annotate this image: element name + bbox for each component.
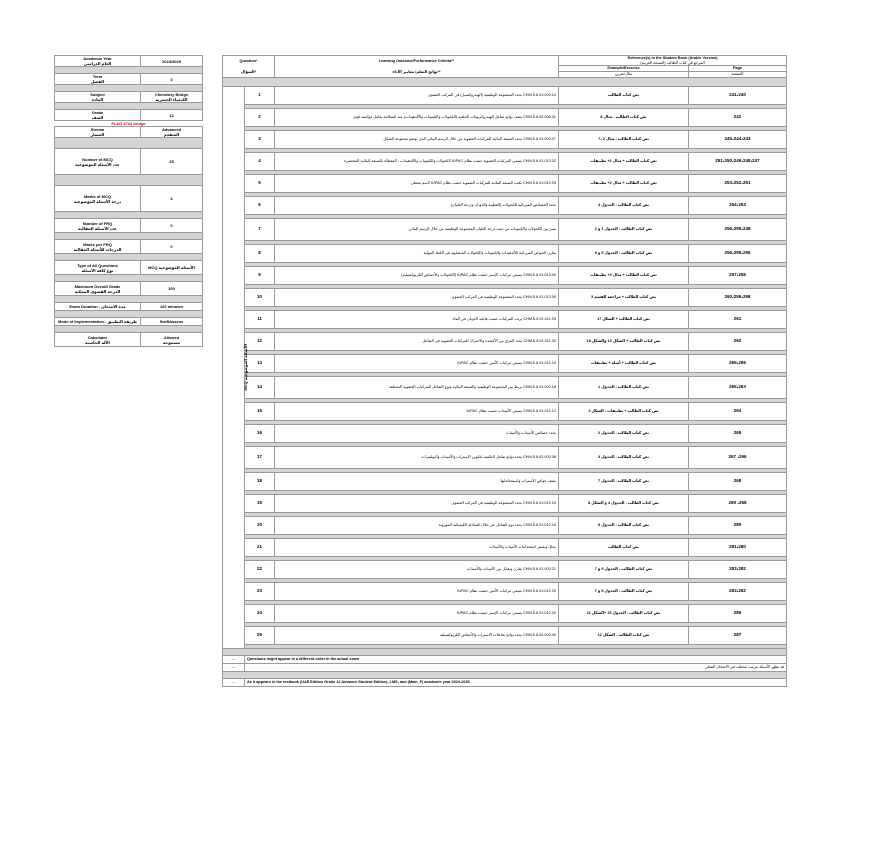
question-number: 21	[245, 539, 275, 557]
reference-example: نص كتاب الطالب + مراجعة القسم 3	[559, 289, 689, 307]
reference-example: نص كتاب الطالب - الجدول 5 و 7	[559, 583, 689, 601]
stream-value: Advanced	[161, 127, 182, 132]
reference-example: نص كتاب الطالب - الجدول 4	[559, 197, 689, 215]
exam-info-table	[54, 55, 203, 347]
learning-outcome: يقارن الخواص الفيزيائية للألدهيدات والكيتونات والكحولات المتشابهة في الكتلة المولية	[275, 245, 559, 263]
table-row	[223, 87, 787, 105]
stream-value-ar: المتقدم	[163, 132, 180, 137]
table-row	[223, 311, 787, 329]
info-row-marks-frq	[55, 240, 203, 254]
reference-page: 256،255،248	[689, 219, 787, 241]
info-divider	[55, 103, 203, 110]
row-separator	[223, 649, 787, 656]
reference-header: Reference(s) in the Student Book (Arabic Version)	[627, 56, 718, 60]
footer-row-source	[223, 679, 787, 687]
reference-example: نص كتاب الطالب - الجدول 5	[559, 517, 689, 535]
footer-row-order-ar	[223, 664, 787, 672]
question-header: Question*	[239, 59, 258, 63]
table-row	[223, 605, 787, 623]
term-label: Term	[92, 74, 103, 79]
reference-page: 283،282	[689, 583, 787, 601]
question-number: 20	[245, 517, 275, 535]
question-number: 15	[245, 403, 275, 421]
reference-page: 262	[689, 333, 787, 351]
learning-outcome: يحدد الخصائص الفيزيائية للكحولات (القطبية والذوبان ودرجة الغليان)	[275, 197, 559, 215]
mode-label: Mode of Implementation - طريقة التطبيق	[55, 318, 141, 326]
reference-example: نص كتاب الطالب - الجدول 5 و 7	[559, 561, 689, 579]
info-divider	[55, 254, 203, 261]
reference-page: 287	[689, 627, 787, 645]
learning-outcome: CHM.5.6.01.003.07 يحدد الصيغة البنائية للمركبات العضوية من خلال الرسم البياني الذي يوضح مجموعة الشكل	[275, 131, 559, 149]
calculator-value: Allowed	[163, 334, 180, 340]
info-divider	[55, 296, 203, 303]
reference-page: 251،250،249،248،247	[689, 153, 787, 171]
learning-outcome: CHM.5.6.01.013.09 يسمي مركبات الإستر حسب نظام IUPAC (الكحولات والأحماض الكربوكسيلية)	[275, 267, 559, 285]
footer-dash: --	[223, 664, 245, 672]
table-row	[223, 289, 787, 307]
outcomes-header-ar: نواتج التعلم/ معايير الأداء**	[392, 69, 441, 74]
table-row	[223, 561, 787, 579]
learning-outcome: يحلل ويفسر استخدامات الأمينات والأميدات	[275, 539, 559, 557]
page-header: Page	[689, 66, 787, 72]
reference-example: نص كتاب الطالب + الشكل 13 والشكل 18	[559, 333, 689, 351]
info-divider	[55, 67, 203, 74]
question-number: 25	[245, 627, 275, 645]
learning-outcome: CHM.5.6.01.012.15 يحدد المجموعة الوظيفية في المركب العضوي	[275, 495, 559, 513]
subject-label-ar: المادة	[91, 97, 104, 102]
section-label-cell	[223, 87, 249, 649]
table-row	[223, 495, 787, 513]
table-row	[223, 447, 787, 469]
table-row	[223, 425, 787, 443]
question-number: 23	[245, 583, 275, 601]
learning-outcome: CHM.5.6.01.011.02 يحدد الفرق بين الأكسدة والاختزال للمركبات العضوية في التفاعل	[275, 333, 559, 351]
row-separator	[223, 672, 787, 679]
marks-frq-label: Marks per FRQ	[83, 241, 112, 247]
reference-page: 283،282	[689, 561, 787, 579]
calculator-label: Calculator	[87, 334, 108, 340]
table-row	[223, 245, 787, 263]
question-number: 2	[245, 109, 275, 127]
reference-page: 253،252،251	[689, 175, 787, 193]
reference-example: نص كتاب الطالب - الجدول 1 و 2	[559, 219, 689, 241]
learning-outcome: CHM.5.6.01.012.20 يسمي مركبات الأمين حسب نظام IUPAC	[275, 583, 559, 601]
term-value: 3	[141, 74, 203, 85]
reference-example: نص كتاب الطالب + أمثلة + تطبيقات	[559, 355, 689, 373]
info-row-academic-year	[55, 56, 203, 67]
table-row	[223, 131, 787, 149]
question-number: 22	[245, 561, 275, 579]
academic-year-label-ar: العام الدراسي	[83, 61, 112, 66]
flag-label: FLAG 4724 bridge	[111, 121, 146, 126]
row-separator	[223, 78, 787, 87]
question-number: 11	[245, 311, 275, 329]
info-row-duration	[55, 303, 203, 311]
reference-page: 256،255،256	[689, 245, 787, 263]
question-number: 24	[245, 605, 275, 623]
reference-page: 265،266	[689, 355, 787, 373]
mode-value: SwiftAssess	[141, 318, 203, 326]
question-number: 3	[245, 131, 275, 149]
question-number: 18	[245, 473, 275, 491]
info-row-type-questions	[55, 261, 203, 275]
question-number: 9	[245, 267, 275, 285]
example-header-ar: مثال/تمرين	[559, 72, 689, 78]
question-number: 4	[245, 153, 275, 171]
learning-outcome: CHM.5.6.01.012.16 يحدد نوع التفاعل من خلال المعادلة الكيميائية الموزونة	[275, 517, 559, 535]
info-divider	[55, 233, 203, 240]
learning-outcome: CHM.5.6.01.012.20 يسمي مركبات الإستر حسب نظام IUPAC	[275, 605, 559, 623]
grade-label: Grade	[91, 110, 104, 115]
question-number: 5	[245, 175, 275, 193]
marks-mcq-value: 4	[141, 186, 203, 212]
num-mcq-label-ar: عدد الأسئلة الموضوعية	[75, 161, 120, 167]
info-row-stream	[55, 127, 203, 138]
reference-page: 265	[689, 425, 787, 443]
info-divider	[55, 275, 203, 282]
info-divider	[55, 326, 203, 333]
learning-outcome: CHM.5.6.01.012.03 يكتب الصيغة البنائية للمركبات العضوية حسب نظام IUPAC لاسم معطى	[275, 175, 559, 193]
question-number: 6	[245, 197, 275, 215]
table-row	[223, 333, 787, 351]
grade-label-ar: الصف	[91, 115, 104, 120]
reference-page: 264	[689, 403, 787, 421]
max-grade-label: Maximum Overall Grade	[74, 283, 121, 289]
learning-outcome: CHM.5.6.01.003.14 يحدد المجموعة الوظيفية (الهيدروكسيل) في المركب العضوي	[275, 87, 559, 105]
table-row	[223, 197, 787, 215]
table-row	[223, 517, 787, 535]
info-row-max-grade	[55, 282, 203, 296]
type-questions-label-ar: نوع كافة الأسئلة	[81, 267, 114, 273]
learning-outcome: CHM.5.6.01.013.09 يحدد المجموعة الوظيفية في المركب العضوي	[275, 289, 559, 307]
question-number: 10	[245, 289, 275, 307]
reference-header-ar: المرجع في كتاب الطالب (النسخة العربية)	[640, 60, 705, 65]
footer-note: قد تظهر الأسئلة بترتيب مختلف في الامتحان الفعلي	[245, 664, 787, 672]
table-row	[223, 219, 787, 241]
num-frq-value: 0	[141, 219, 203, 233]
footer-dash: --	[223, 656, 245, 664]
question-number: 14	[245, 377, 275, 399]
question-header-ar: السؤال*	[240, 69, 257, 74]
reference-example: نص كتاب الطالب + الشكل 17	[559, 311, 689, 329]
table-row	[223, 627, 787, 645]
num-frq-label: Number of FRQ	[82, 220, 113, 226]
reference-page: 261	[689, 311, 787, 329]
table-row	[223, 403, 787, 421]
table-row	[223, 109, 787, 127]
num-mcq-value: 25	[141, 149, 203, 175]
specification-table	[222, 55, 787, 687]
learning-outcome: CHM.5.6.01.012.02 يسمي المركبات العضوية حسب نظام IUPAC الكحولات والكيتونات والألدهيدات - المعطاة بالصيغة البنائية المختصرة	[275, 153, 559, 171]
info-row-grade	[55, 110, 203, 121]
learning-outcome: CHM.5.6.02.003.38 يحدد نواتج تفاعل التكثيف لتكوين الإسترات والأميدات والبوليمرات	[275, 447, 559, 469]
learning-outcome: CHM.5.6.01.012.10 يسمي مركبات الأمين حسب نظام IUPAC	[275, 355, 559, 373]
reference-example: نص كتاب الطالب - الجدول 4 و الشكل 8	[559, 495, 689, 513]
grade-value: 12	[141, 110, 203, 121]
outcomes-header: Learning Outcome/Performance Criteria**	[378, 59, 455, 63]
marks-mcq-label: Marks of MCQ	[84, 193, 111, 199]
reference-example: نص كتاب الطالب + مثال 1+ تطبيقات	[559, 153, 689, 171]
table-row	[223, 153, 787, 171]
max-grade-label-ar: الدرجة القصوى الممكنة	[74, 288, 121, 294]
reference-page: 280	[689, 517, 787, 535]
info-row-marks-mcq	[55, 186, 203, 212]
info-divider	[55, 85, 203, 92]
table-row	[223, 539, 787, 557]
table-row	[223, 267, 787, 285]
reference-page: 268	[689, 473, 787, 491]
reference-example: نص كتاب الطالب - الشكل 12	[559, 627, 689, 645]
info-row-num-frq	[55, 219, 203, 233]
info-row-calculator	[55, 333, 203, 347]
footer-dash: --	[223, 679, 245, 687]
reference-example: نص كتاب الطالب	[559, 87, 689, 105]
info-row-subject	[55, 92, 203, 103]
reference-example: نص كتاب الطالب + مثال 2+ تطبيقات	[559, 175, 689, 193]
max-grade-value: 100	[141, 282, 203, 296]
question-number: 19	[245, 495, 275, 513]
info-divider	[55, 175, 203, 186]
reference-example: نص كتاب الطالب + تطبيقات - الشكل 3	[559, 403, 689, 421]
footer-row-order	[223, 656, 787, 664]
calculator-label-ar: الآلة الحاسبة	[85, 339, 110, 345]
learning-outcome: يصف خواص الأسترات واستخداماتها	[275, 473, 559, 491]
learning-outcome: CHM.5.6.01.002.18 يربط بين المجموعة الوظيفية والصيغة البنائية ونوع التفاعل للمركبات العضوية المختلفة	[275, 377, 559, 399]
duration-value: 120 minutes	[141, 303, 203, 311]
table-row	[223, 377, 787, 399]
academic-year-label: Academic Year	[83, 56, 112, 61]
subject-value-ar: الكيمياء الجسرية	[155, 97, 188, 102]
reference-page: 245،244،243	[689, 131, 787, 149]
reference-page: 257،256	[689, 267, 787, 285]
info-row-num-mcq	[55, 149, 203, 175]
reference-page: 267 ،266	[689, 447, 787, 469]
reference-example: نص كتاب الطالب - الجدول 5 و 6	[559, 245, 689, 263]
duration-label: Exam Duration - مدة الامتحان	[55, 303, 141, 311]
table-row	[223, 583, 787, 601]
question-number: 17	[245, 447, 275, 469]
marks-frq-label-ar: الدرجات للأسئلة المقالية	[73, 246, 122, 252]
section-label: MCQ الأسئلة الموضوعية	[243, 344, 249, 392]
info-row-term	[55, 74, 203, 85]
marks-mcq-label-ar: درجة الأسئلة الموضوعية	[73, 198, 122, 204]
info-row-mode	[55, 318, 203, 326]
subject-label: Subject	[90, 92, 105, 97]
reference-page: 281،280	[689, 539, 787, 557]
question-number: 12	[245, 333, 275, 351]
reference-example: نص كتاب الطالب - الجدول 1	[559, 377, 689, 399]
stream-label: Stream	[90, 127, 105, 132]
question-number: 7	[245, 219, 275, 241]
info-divider	[55, 138, 203, 149]
type-questions-label: Type of All Questions	[77, 262, 118, 268]
term-label-ar: الفصل	[90, 79, 105, 84]
table-row	[223, 355, 787, 373]
learning-outcome: CHM.5.6.02.003.30 يحدد نواتج تفاعلات الاسترات والأحماض الكربوكسيلية	[275, 627, 559, 645]
academic-year-value: 2024/2025	[141, 56, 203, 67]
reference-example: نص كتاب الطالب - مثال 8	[559, 109, 689, 127]
reference-example: نص كتاب الطالب + مثال 3+ تطبيقات	[559, 267, 689, 285]
reference-page: 242	[689, 109, 787, 127]
header-row	[223, 56, 787, 66]
reference-page: 260،259،258	[689, 289, 787, 307]
subject-value: Chemistry Bridge	[154, 92, 189, 97]
page-header-ar: الصفحة	[689, 72, 787, 78]
reference-page: 241،240	[689, 87, 787, 105]
reference-example: نص كتاب الطالب - الجدول 15 +الشكل 11	[559, 605, 689, 623]
table-row	[223, 473, 787, 491]
reference-page: 265،263	[689, 377, 787, 399]
question-number: 13	[245, 355, 275, 373]
table-row	[223, 175, 787, 193]
learning-outcome: يحدد خصائص الأميدات والأمينات	[275, 425, 559, 443]
reference-page: 254،253	[689, 197, 787, 215]
marks-frq-value: 0	[141, 240, 203, 254]
learning-outcome: يميز بين الكحولات والكيتونات من حيث درجة الغليان للمجموعة الوظيفية من خلال الرسم البياني	[275, 219, 559, 241]
calculator-value-ar: مسموحة	[162, 339, 181, 345]
stream-label-ar: المسار	[90, 132, 105, 137]
question-number: 16	[245, 425, 275, 443]
info-divider	[55, 311, 203, 318]
learning-outcome: CHM.5.6.01.011.03 يرتب المركبات حسب قابلية الذوبان في الماء	[275, 311, 559, 329]
question-number: 1	[245, 87, 275, 105]
footer-note: As it appears in the textbook (UAE Edition Grade 12 Advance Student Edition), LMS, and (Main_F) academic year 2024-2025	[245, 679, 787, 687]
learning-outcome: CHM.5.6.01.003.21 يقارن ويقابل بين الأمينات والأميدات	[275, 561, 559, 579]
num-frq-label-ar: عدد الأسئلة المقالية	[78, 225, 117, 231]
learning-outcome: CHM.5.6.01.012.12 يسمي الأميدات حسب نظام IUPAC	[275, 403, 559, 421]
learning-outcome: CHM.5.6.02.008.01 يصف نواتج تفاعل الهيدروكربونات الحلقية (الكحولات والكيتونات والألدهيدات) عند المعالجة بعامل مؤكسد قوي	[275, 109, 559, 127]
reference-example: نص كتاب الطالب - الجدول 2	[559, 425, 689, 443]
num-mcq-label: Number of MCQ	[82, 156, 113, 162]
reference-page: 286	[689, 605, 787, 623]
example-header: Example/Exercise	[559, 66, 689, 72]
reference-page: 269 ،268	[689, 495, 787, 513]
reference-example: نص كتاب الطالب	[559, 539, 689, 557]
question-number: 8	[245, 245, 275, 263]
reference-example: نص كتاب الطالب - الجدول 3	[559, 447, 689, 469]
reference-example: نص كتاب الطالب - مثال 2 ،7	[559, 131, 689, 149]
type-questions-value: MCQ الأسئلة الموضوعية	[141, 261, 203, 275]
reference-example: نص كتاب الطالب - الجدول 7	[559, 473, 689, 491]
info-divider	[55, 212, 203, 219]
footer-note: Questions might appear in a different order in the actual exam	[245, 656, 787, 664]
